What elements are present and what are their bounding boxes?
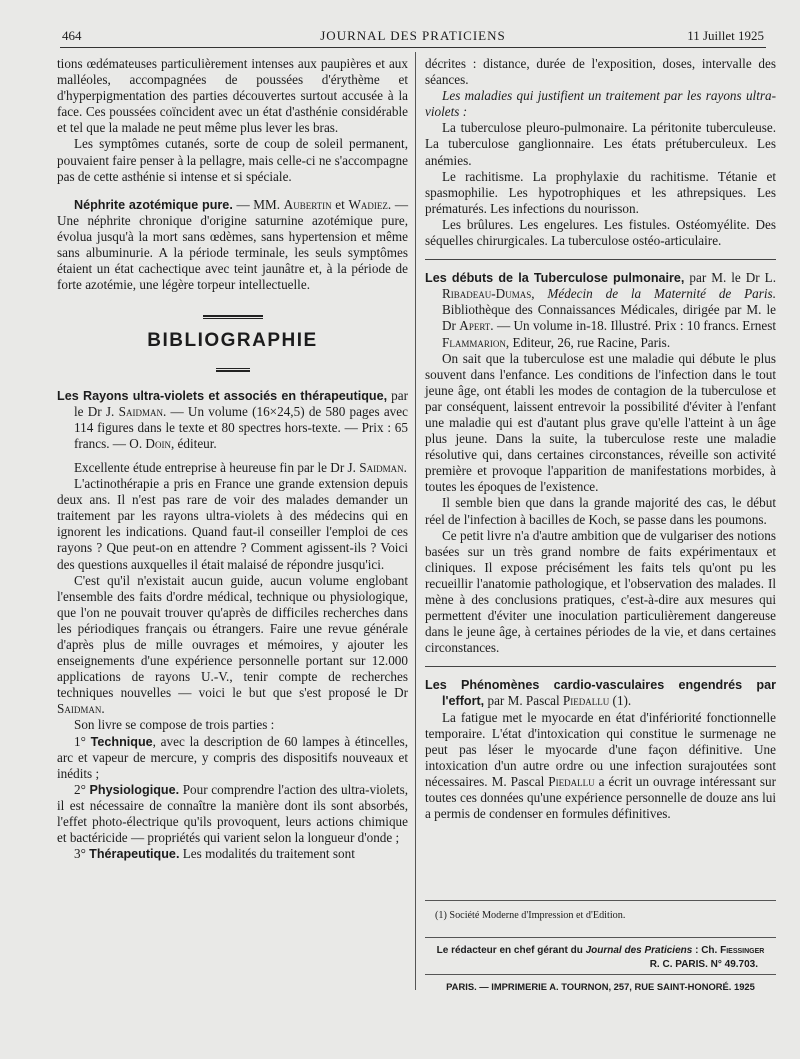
paragraph: Il semble bien que dans la grande majorité des cas, le début réel de l'infection à bacilles de Koch, se passe dans les poumons. <box>425 495 776 527</box>
list-item: 3° Thérapeutique. Les modalités du traitement sont <box>74 846 355 862</box>
section-ornament <box>57 307 408 323</box>
section-heading: BIBLIOGRAPHIE <box>147 330 318 352</box>
subheading: Les maladies qui justifient un traitement par les rayons ultra-violets : <box>425 88 776 120</box>
paragraph: Les brûlures. Les engelures. Les fistules. Ostéomyélite. Des séquelles chirurgicales. La tuberculose ostéo-articulaire. <box>425 216 776 249</box>
author-name: Aubertin <box>283 196 332 212</box>
paragraph: L'actinothérapie a pris en France une grande extension depuis deux ans. Il n'est pas rare de voir des malades demander un traitement par les rayons ultra-violets à des médecins qui en ignorent les indications. Quand faut-il conseiller l'emploi de ces rayons ? Que peut-on en attendre ? Comment agissent-ils ? Voici des questions auxquelles il était malaisé de répondre jusqu'ici. <box>57 476 408 572</box>
left-column <box>57 56 408 862</box>
author-name: Wadiez <box>348 196 388 212</box>
paragraph: tions œdémateuses particulièrement intenses aux paupières et aux malléoles, accompagnées de poussées d'érythème et d'hyperpigmentation des parties découvertes surtout accusée à la face. Ces poussées coïncident avec un état d'asthénie considérable et tel que la malade ne peut même plus lever les bras. <box>57 56 408 136</box>
separator-rule <box>425 666 776 667</box>
book-entry: Les Rayons ultra-violets et associés en thérapeutique, par le Dr J. Saidman. — Un volume (16×24,5) de 580 pages avec 114 figures dans le texte et 80 spectres hors-texte. — Prix : 65 francs. — O. Doin, éditeur. <box>57 387 409 451</box>
paragraph: décrites : distance, durée de l'exposition, doses, intervalle des séances. <box>425 56 776 88</box>
paragraph: C'est qu'il n'existait aucun guide, aucun volume englobant l'ensemble des faits d'ordre médical, technique ou physiologique, que l'on ne pouvait trouver qu'après de difficiles recherches dans les périodiques français ou étrangers. Faire une revue générale d'après plus de mille ouvrages et mémoires, y ajouter les enseignements d'une expérience personnelle portant sur 12.000 applications de rayons U.-V., tenir compte de recherches techniques nouvelles — voici le but que s'est proposé le Dr Saidman. <box>57 572 408 717</box>
nephrite-title: Néphrite azotémique pure. <box>74 197 233 212</box>
gerant-line: Le rédacteur en chef gérant du Journal des Praticiens : Ch. Fiessinger <box>436 945 765 956</box>
footnote-rule <box>425 900 776 901</box>
list-item: 1° Technique, avec la description de 60 lampes à étincelles, arc et vapeur de mercure, y compris des dispositifs nouveaux et inédits ; <box>57 733 409 781</box>
paragraph: On sait que la tuberculose est une maladie qui débute le plus souvent dans l'enfance. Les conditions de l'infection dans le tout jeune âge, ont établi les modes de contagion de la tuberculose et par conséquent, laissent entrevoir la possibilité d'éviter à l'enfant une maladie qui est d'autant plus grave qu'elle l'atteint à un âge plus jeune. Dans la suite, la tuberculose reste une maladie résolutive qui, dans certaines circonstances, réveille son activité première et provoque l'apparition de manifestations morbides, à toutes les époques de l'existence. <box>425 350 776 495</box>
right-column <box>425 56 776 822</box>
page-number: 464 <box>62 28 82 43</box>
book-entry: Les débuts de la Tuberculose pulmonaire, par M. le Dr L. Ribadeau-Dumas, Médecin de la Maternité de Paris. Bibliothèque des Connaissances Médicales, dirigée par M. le Dr Apert. — Un volume in-18. Illustré. Prix : 10 francs. Ernest Flammarion, Editeur, 26, rue Racine, Paris. <box>425 270 776 350</box>
footnote: (1) Société Moderne d'Impression et d'Edition. <box>435 910 626 921</box>
paragraph: La tuberculose pleuro-pulmonaire. La péritonite tuberculeuse. La tuberculose ganglionnaire. Les états prétuberculeux. Les anémies. <box>425 120 776 168</box>
book-title: Les Phénomènes cardio-vasculaires engendrés par l'effort, <box>425 678 776 709</box>
journal-title: JOURNAL DES PRATICIENS <box>320 28 506 43</box>
book-entry: Les Phénomènes cardio-vasculaires engendrés par l'effort, par M. Pascal Piedallu (1). <box>425 678 776 709</box>
registre-commerce: R. C. PARIS. N° 49.703. <box>649 959 758 970</box>
paragraph: Les symptômes cutanés, sorte de coup de soleil permanent, pouvaient faire penser à la pellagre, mais celle-ci ne s'accompagne pas de cette asthénie si intense et si spéciale. <box>57 136 408 184</box>
header-rule <box>60 47 766 48</box>
nephrite-entry: Néphrite azotémique pure. — MM. Aubertin et Wadiez. — Une néphrite chronique d'origine saturnine azotémique pure, évolua jusqu'à la mort sans œdèmes, sans hypertension et même sans albuminurie. A la période terminale, les seuls symptômes étaient un état cachectique avec teint jaunâtre et, à la période de forte azotémie, une légère torpeur intellectuelle. <box>57 196 409 293</box>
paragraph: Le rachitisme. La prophylaxie du rachitisme. Tétanie et spasmophilie. Les hypotrophiques et les athrepsiques. Les prématurés. Les infections du nourisson. <box>425 168 776 216</box>
gerant-rule-top <box>425 937 776 938</box>
paragraph: La fatigue met le myocarde en état d'infériorité fonctionnelle temporaire. L'état d'intoxication qui constitue le surmenage ne peut pas léser le myocarde d'une façon définitive. Une intoxication d'un autre ordre ou une infection surajoutées sont nécessaires. M. Pascal Piedallu a écrit un ouvrage intéressant sur toutes ces données qu'une expérience personnelle de douze ans lui a permis de condenser en formules définitives. <box>425 709 777 822</box>
paragraph: Ce petit livre n'a d'autre ambition que de vulgariser des notions basées sur un très grand nombre de faits expérimentaux et cliniques. Il expose précisément les faits tels qu'ont pu les recueillir l'anatomie pathologique, et l'observation des malades. Il mène à des conclusions pratiques, c'est-à-dire aux mesures qui permettent d'éviter une inoculation particulièrement dangereuse dans le jeune âge, à certaines périodes de la vie, et dans certaines circonstances. <box>425 527 776 656</box>
list-item: 2° Physiologique. Pour comprendre l'action des ultra-violets, il est nécessaire de connaître la manière dont ils sont absorbés, l'effet photo-électrique qu'ils provoquent, leurs actions chimique et bactéricide — propriétés qui varient selon la longueur d'onde ; <box>57 781 409 846</box>
column-divider <box>415 52 416 990</box>
issue-date: 11 Juillet 1925 <box>687 28 764 43</box>
book-title: Les débuts de la Tuberculose pulmonaire, <box>425 271 685 286</box>
gerant-rule-bottom <box>425 974 776 975</box>
printer-imprint: PARIS. — IMPRIMERIE A. TOURNON, 257, RUE SAINT-HONORÉ. 1925 <box>446 981 755 992</box>
separator-rule <box>425 259 776 260</box>
paragraph: Son livre se compose de trois parties : <box>74 717 275 733</box>
paragraph: Excellente étude entreprise à heureuse fin par le Dr J. Saidman. <box>74 459 407 475</box>
running-header <box>62 28 764 48</box>
book-title: Les Rayons ultra-violets et associés en thérapeutique, <box>57 388 388 403</box>
section-ornament <box>57 360 408 376</box>
